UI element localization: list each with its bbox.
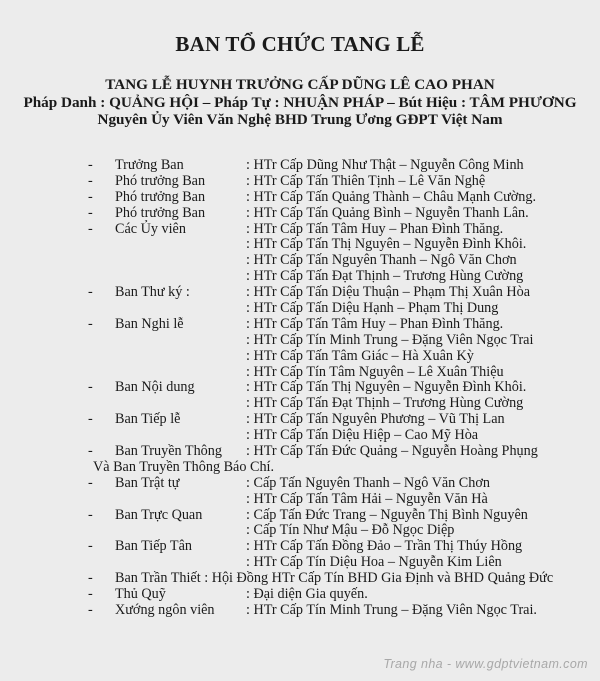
row-role: Ban Nội dung [115,379,195,396]
committee-row [0,206,600,222]
row-role: Thủ Quỹ [115,586,166,603]
row-members: : HTr Cấp Tấn Quảng Thành – Châu Mạnh Cường. [246,188,536,205]
row-dash: - [88,443,93,460]
row-full-text: Ban Trần Thiết : Hội Đồng HTr Cấp Tín BHD Gia Định và BHD Quảng Đức [115,570,554,587]
committee-row [0,460,600,476]
row-members: : HTr Cấp Dũng Như Thật – Nguyễn Công Minh [246,157,524,173]
committee-row [0,269,600,285]
row-dash: - [88,601,93,618]
row-role: Xướng ngôn viên [115,601,215,618]
row-dash: - [88,570,93,587]
committee-row [0,222,600,238]
row-members: : HTr Cấp Tín Tâm Nguyên – Lê Xuân Thiệu [246,363,504,380]
row-dash: - [88,284,93,301]
row-role: Ban Truyền Thông [115,443,222,460]
committee-row [0,492,600,508]
row-dash: - [88,157,93,173]
subtitle-former-role: Nguyên Ủy Viên Văn Nghệ BHD Trung Ương GĐPT Việt Nam [97,111,503,128]
row-role: Ban Nghi lễ [115,315,184,332]
row-role: Phó trưởng Ban [115,188,206,205]
committee-row [0,285,600,301]
row-members: : HTr Cấp Tấn Tâm Hải – Nguyễn Văn Hà [246,490,488,507]
committee-row [0,603,600,619]
row-members: : HTr Cấp Tấn Diệu Thuận – Phạm Thị Xuân Hòa [246,284,530,301]
committee-row [0,158,600,174]
row-members: : Cấp Tấn Đức Trang – Nguyễn Thị Bình Nguyên [246,506,528,523]
committee-row [0,237,600,253]
committee-row [0,539,600,555]
row-members: : HTr Cấp Tấn Quảng Bình – Nguyễn Thanh Lân. [246,204,529,221]
row-members: : HTr Cấp Tín Minh Trung – Đặng Viên Ngọc Trai. [246,601,537,618]
row-members: : HTr Cấp Tấn Đạt Thịnh – Trương Hùng Cường [246,395,524,412]
row-dash: - [88,538,93,555]
website-footer: Trang nha - www.gdptvietnam.com [383,657,588,671]
row-members: : HTr Cấp Tấn Đồng Đảo – Trần Thị Thúy Hồng [246,538,523,555]
row-dash: - [88,411,93,428]
row-role: Trưởng Ban [115,157,184,173]
row-dash: - [88,379,93,396]
row-members: : Đại diện Gia quyến. [246,586,368,603]
row-members: : Cấp Tín Như Mậu – Đỗ Ngọc Diệp [246,522,455,539]
row-role: Ban Trật tự [115,474,180,491]
row-members: : HTr Cấp Tấn Nguyên Phương – Vũ Thị Lan [246,411,505,428]
row-role: Phó trưởng Ban [115,172,206,189]
row-members: : Cấp Tấn Nguyên Thanh – Ngô Văn Chơn [246,474,490,491]
committee-row [0,365,600,381]
committee-row [0,396,600,412]
row-members: : HTr Cấp Tín Diệu Hoa – Nguyễn Kim Liên [246,554,502,571]
committee-row [0,476,600,492]
subtitle-funeral: TANG LỄ HUYNH TRƯỞNG CẤP DŨNG LÊ CAO PHAN [105,76,495,93]
row-dash: - [88,315,93,332]
row-members: : HTr Cấp Tấn Thị Nguyên – Nguyễn Đình Khôi. [246,379,527,396]
committee-row [0,333,600,349]
row-dash: - [88,586,93,603]
row-members: : HTr Cấp Tấn Diệu Hiệp – Cao Mỹ Hòa [246,427,479,444]
committee-row [0,523,600,539]
subtitle-dharma-names: Pháp Danh : QUẢNG HỘI – Pháp Tự : NHUẬN PHÁP – Bút Hiệu : TÂM PHƯƠNG [23,94,577,111]
row-members: : HTr Cấp Tấn Thiên Tịnh – Lê Văn Nghệ [246,172,486,189]
row-members: : HTr Cấp Tín Minh Trung – Đặng Viên Ngọc Trai [246,331,534,348]
row-members: : HTr Cấp Tấn Nguyên Thanh – Ngô Văn Chơn [246,252,517,269]
row-dash: - [88,506,93,523]
committee-row [0,190,600,206]
row-role: Ban Tiếp lễ [115,411,181,428]
committee-row [0,349,600,365]
row-members: : HTr Cấp Tấn Đức Quảng – Nguyễn Hoàng Phụng [246,443,538,460]
row-members: : HTr Cấp Tấn Đạt Thịnh – Trương Hùng Cường [246,268,524,285]
row-dash: - [88,204,93,221]
committee-row [0,444,600,460]
row-role: Ban Thư ký : [115,284,190,301]
row-dash: - [88,172,93,189]
committee-row [0,253,600,269]
row-dash: - [88,220,93,237]
row-dash: - [88,474,93,491]
committee-row [0,301,600,317]
row-members: : HTr Cấp Tấn Tâm Huy – Phan Đình Thăng. [246,220,504,237]
committee-row [0,555,600,571]
row-members: : HTr Cấp Tấn Diệu Hạnh – Phạm Thị Dung [246,300,499,317]
committee-row [0,571,600,587]
committee-row [0,174,600,190]
committee-row [0,587,600,603]
row-members: : HTr Cấp Tấn Thị Nguyên – Nguyễn Đình Khôi. [246,236,527,253]
row-role: Phó trưởng Ban [115,204,206,221]
committee-row [0,508,600,524]
committee-row [0,428,600,444]
row-members: : HTr Cấp Tấn Tâm Huy – Phan Đình Thăng. [246,315,504,332]
committee-row [0,412,600,428]
row-role: Các Ủy viên [115,220,186,237]
row-role: Ban Trực Quan [115,506,203,523]
row-dash: - [88,188,93,205]
row-role: Ban Tiếp Tân [115,538,192,555]
committee-row [0,317,600,333]
committee-list [0,158,600,619]
row-continuation: Và Ban Truyền Thông Báo Chí. [93,458,275,475]
document-title: BAN TỔ CHỨC TANG LỄ [175,32,425,56]
row-members: : HTr Cấp Tấn Tâm Giác – Hà Xuân Kỳ [246,347,474,364]
committee-row [0,380,600,396]
